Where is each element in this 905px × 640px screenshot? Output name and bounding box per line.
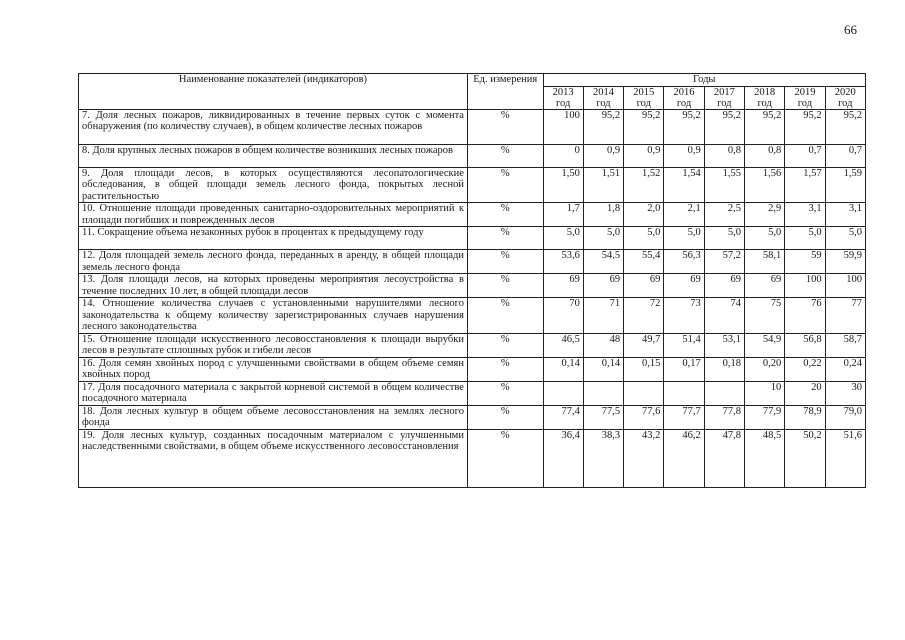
indicator-value: 0 — [543, 144, 583, 167]
indicator-value: 58,7 — [825, 333, 865, 357]
table-row — [79, 429, 866, 487]
header-years-label: Годы — [543, 74, 865, 87]
table-body — [79, 109, 866, 487]
indicator-value: 77,7 — [664, 405, 704, 429]
indicator-value: 69 — [704, 274, 744, 298]
indicator-value: 69 — [543, 274, 583, 298]
indicator-value: 53,1 — [704, 333, 744, 357]
indicator-value: 1,55 — [704, 167, 744, 203]
indicator-value: 1,54 — [664, 167, 704, 203]
indicator-value: 74 — [704, 298, 744, 334]
indicator-value: 0,14 — [543, 357, 583, 381]
indicator-value: 48 — [583, 333, 623, 357]
indicator-value: 0,8 — [745, 144, 785, 167]
indicator-value: 2,1 — [664, 203, 704, 227]
indicator-value: 77,8 — [704, 405, 744, 429]
indicator-value: 77,6 — [624, 405, 664, 429]
indicator-value: 51,6 — [825, 429, 865, 487]
indicator-unit: % — [467, 381, 543, 405]
indicator-value: 72 — [624, 298, 664, 334]
indicator-value: 46,2 — [664, 429, 704, 487]
indicator-value: 95,2 — [825, 109, 865, 144]
indicator-name: 16. Доля семян хвойных пород с улучшенными свойствами в общем объеме семян хвойных пород — [79, 357, 468, 381]
indicator-value: 5,0 — [624, 227, 664, 250]
header-year: 2020 год — [825, 86, 865, 109]
indicator-value — [664, 381, 704, 405]
indicator-value: 49,7 — [624, 333, 664, 357]
page-number: 66 — [844, 22, 857, 37]
table-row — [79, 203, 866, 227]
indicator-value: 5,0 — [704, 227, 744, 250]
table-row — [79, 381, 866, 405]
indicator-value: 77,4 — [543, 405, 583, 429]
indicator-value: 73 — [664, 298, 704, 334]
indicator-value: 54,5 — [583, 250, 623, 274]
indicator-name: 19. Доля лесных культур, созданных посадочным материалом с улучшенными наследственными свойствами, в общем объеме искусственного лесовосстановления — [79, 429, 468, 487]
indicator-value: 0,9 — [664, 144, 704, 167]
table-row — [79, 274, 866, 298]
indicator-name: 18. Доля лесных культур в общем объеме лесовосстановления на землях лесного фонда — [79, 405, 468, 429]
indicator-name: 13. Доля площади лесов, на которых проведены мероприятия лесоустройства в течение последних 10 лет, в общей площади лесов — [79, 274, 468, 298]
table-row — [79, 357, 866, 381]
indicator-value: 71 — [583, 298, 623, 334]
header-name-cell: Наименование показателей (индикаторов) — [79, 74, 468, 110]
indicator-value: 0,22 — [785, 357, 825, 381]
indicator-unit: % — [467, 333, 543, 357]
indicator-value: 0,9 — [624, 144, 664, 167]
indicator-value: 30 — [825, 381, 865, 405]
indicator-unit: % — [467, 227, 543, 250]
indicator-value: 3,1 — [825, 203, 865, 227]
indicator-value: 3,1 — [785, 203, 825, 227]
table-row — [79, 109, 866, 144]
indicator-value: 38,3 — [583, 429, 623, 487]
table-row — [79, 227, 866, 250]
indicator-value: 70 — [543, 298, 583, 334]
indicator-value: 1,56 — [745, 167, 785, 203]
indicator-value: 59,9 — [825, 250, 865, 274]
indicator-value: 1,7 — [543, 203, 583, 227]
indicator-value: 59 — [785, 250, 825, 274]
indicator-value: 46,5 — [543, 333, 583, 357]
indicator-unit: % — [467, 298, 543, 334]
indicator-value: 95,2 — [624, 109, 664, 144]
indicator-name: 10. Отношение площади проведенных санитарно-оздоровительных мероприятий к площади погибших и поврежденных лесов — [79, 203, 468, 227]
header-year: 2016 год — [664, 86, 704, 109]
indicator-unit: % — [467, 144, 543, 167]
indicator-value: 54,9 — [745, 333, 785, 357]
indicator-value: 5,0 — [745, 227, 785, 250]
table-row — [79, 250, 866, 274]
indicator-value: 0,20 — [745, 357, 785, 381]
indicator-value: 69 — [583, 274, 623, 298]
indicator-value: 55,4 — [624, 250, 664, 274]
indicator-value: 0,15 — [624, 357, 664, 381]
indicator-value: 1,51 — [583, 167, 623, 203]
indicator-value: 5,0 — [664, 227, 704, 250]
indicator-value: 79,0 — [825, 405, 865, 429]
indicator-unit: % — [467, 109, 543, 144]
indicator-value: 1,57 — [785, 167, 825, 203]
indicator-value: 0,18 — [704, 357, 744, 381]
indicator-value: 50,2 — [785, 429, 825, 487]
indicator-unit: % — [467, 250, 543, 274]
indicator-value: 77,5 — [583, 405, 623, 429]
indicator-value: 57,2 — [704, 250, 744, 274]
indicator-value: 56,3 — [664, 250, 704, 274]
indicator-name: 8. Доля крупных лесных пожаров в общем количестве возникших лесных пожаров — [79, 144, 468, 167]
indicator-value: 76 — [785, 298, 825, 334]
indicator-unit: % — [467, 357, 543, 381]
header-year: 2014 год — [583, 86, 623, 109]
indicator-value: 95,2 — [583, 109, 623, 144]
header-year: 2013 год — [543, 86, 583, 109]
indicator-name: 9. Доля площади лесов, в которых осуществляются лесопатологические обследования, в общей площади земель лесного фонда, покрытых лесной растительностью — [79, 167, 468, 203]
indicator-value: 43,2 — [624, 429, 664, 487]
indicator-value: 0,17 — [664, 357, 704, 381]
indicator-value: 1,50 — [543, 167, 583, 203]
indicator-value: 5,0 — [583, 227, 623, 250]
indicator-value: 95,2 — [664, 109, 704, 144]
header-year: 2015 год — [624, 86, 664, 109]
indicator-unit: % — [467, 429, 543, 487]
header-year: 2019 год — [785, 86, 825, 109]
indicator-value: 77 — [825, 298, 865, 334]
indicator-value: 1,8 — [583, 203, 623, 227]
header-year: 2017 год — [704, 86, 744, 109]
indicator-value: 0,24 — [825, 357, 865, 381]
indicator-value — [583, 381, 623, 405]
indicator-name: 7. Доля лесных пожаров, ликвидированных в течение первых суток с момента обнаружения (по количеству случаев), в общем количестве лесных пожаров — [79, 109, 468, 144]
indicator-unit: % — [467, 167, 543, 203]
indicator-value: 0,7 — [825, 144, 865, 167]
header-year: 2018 год — [745, 86, 785, 109]
indicator-unit: % — [467, 274, 543, 298]
indicator-value: 2,0 — [624, 203, 664, 227]
indicator-value — [543, 381, 583, 405]
indicator-unit: % — [467, 203, 543, 227]
indicator-value: 36,4 — [543, 429, 583, 487]
indicator-value: 1,59 — [825, 167, 865, 203]
indicator-value — [624, 381, 664, 405]
table-row — [79, 405, 866, 429]
indicator-unit: % — [467, 405, 543, 429]
indicator-value: 47,8 — [704, 429, 744, 487]
indicator-value: 0,14 — [583, 357, 623, 381]
indicator-value: 2,5 — [704, 203, 744, 227]
indicator-value: 58,1 — [745, 250, 785, 274]
indicator-value: 5,0 — [785, 227, 825, 250]
indicator-value: 20 — [785, 381, 825, 405]
indicator-name: 17. Доля посадочного материала с закрытой корневой системой в общем количестве посадочного материала — [79, 381, 468, 405]
indicator-value: 10 — [745, 381, 785, 405]
indicator-value: 48,5 — [745, 429, 785, 487]
table-row — [79, 144, 866, 167]
indicator-name: 11. Сокращение объема незаконных рубок в процентах к предыдущему году — [79, 227, 468, 250]
indicator-value: 0,9 — [583, 144, 623, 167]
indicator-value: 78,9 — [785, 405, 825, 429]
indicator-value: 53,6 — [543, 250, 583, 274]
indicator-value: 75 — [745, 298, 785, 334]
indicator-value: 0,8 — [704, 144, 744, 167]
table-row — [79, 333, 866, 357]
indicator-value: 95,2 — [704, 109, 744, 144]
indicator-value: 100 — [825, 274, 865, 298]
indicator-value: 56,8 — [785, 333, 825, 357]
indicator-value: 100 — [785, 274, 825, 298]
indicator-value: 69 — [745, 274, 785, 298]
indicator-value: 95,2 — [745, 109, 785, 144]
indicator-value: 1,52 — [624, 167, 664, 203]
indicator-value: 0,7 — [785, 144, 825, 167]
indicator-name: 15. Отношение площади искусственного лесовосстановления к площади вырубки лесов в результате сплошных рубок и гибели лесов — [79, 333, 468, 357]
indicator-name: 14. Отношение количества случаев с установленными нарушителями лесного законодательства к общему количеству зарегистрированных случаев нарушения лесного законодательства — [79, 298, 468, 334]
indicator-name: 12. Доля площадей земель лесного фонда, переданных в аренду, в общей площади земель лесного фонда — [79, 250, 468, 274]
indicator-value: 51,4 — [664, 333, 704, 357]
indicator-value — [704, 381, 744, 405]
header-unit-cell: Ед. измерения — [467, 74, 543, 110]
indicator-value: 95,2 — [785, 109, 825, 144]
table-row — [79, 167, 866, 203]
indicator-value: 69 — [624, 274, 664, 298]
indicator-value: 69 — [664, 274, 704, 298]
indicators-table — [78, 73, 866, 488]
indicator-value: 2,9 — [745, 203, 785, 227]
header-row — [79, 74, 866, 87]
indicator-value: 5,0 — [543, 227, 583, 250]
indicator-value: 77,9 — [745, 405, 785, 429]
indicator-value: 100 — [543, 109, 583, 144]
indicator-value: 5,0 — [825, 227, 865, 250]
table-row — [79, 298, 866, 334]
